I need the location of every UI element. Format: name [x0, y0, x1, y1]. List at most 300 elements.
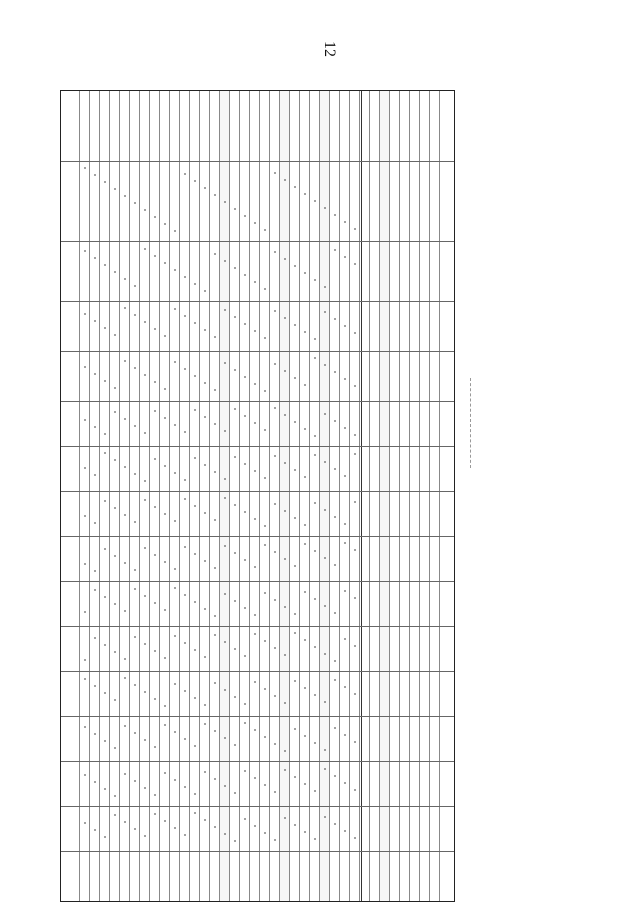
cell-text-mark — [294, 421, 296, 423]
table-column-divider — [61, 851, 454, 852]
table-row-divider — [269, 91, 270, 901]
cell-text-mark — [194, 812, 196, 814]
table-column-divider — [61, 301, 454, 302]
cell-text-mark — [244, 722, 246, 724]
table-column-divider — [61, 491, 454, 492]
cell-text-mark — [84, 659, 86, 661]
cell-text-mark — [284, 558, 286, 560]
cell-text-mark — [314, 598, 316, 600]
cell-text-mark — [284, 370, 286, 372]
cell-text-mark — [304, 639, 306, 641]
table-column-divider — [61, 161, 454, 162]
cell-text-mark — [304, 783, 306, 785]
cell-text-mark — [114, 555, 116, 557]
cell-text-mark — [184, 834, 186, 836]
cell-text-mark — [94, 685, 96, 687]
cell-text-mark — [234, 552, 236, 554]
cell-text-mark — [274, 455, 276, 457]
cell-text-mark — [314, 279, 316, 281]
cell-text-mark — [184, 498, 186, 500]
cell-text-mark — [124, 466, 126, 468]
table-row-divider — [369, 91, 370, 901]
cell-text-mark — [344, 523, 346, 525]
cell-text-mark — [224, 430, 226, 432]
cell-text-mark — [314, 550, 316, 552]
cell-text-mark — [294, 680, 296, 682]
table-column-divider — [61, 446, 454, 447]
cell-text-mark — [204, 187, 206, 189]
cell-text-mark — [264, 390, 266, 392]
cell-text-mark — [304, 687, 306, 689]
cell-text-mark — [354, 332, 356, 334]
cell-text-mark — [324, 557, 326, 559]
table-row-divider — [99, 91, 100, 901]
subtotal-row-shading — [219, 91, 229, 901]
cell-text-mark — [204, 723, 206, 725]
cell-text-mark — [214, 778, 216, 780]
cell-text-mark — [144, 480, 146, 482]
cell-text-mark — [164, 561, 166, 563]
cell-text-mark — [174, 361, 176, 363]
cell-text-mark — [334, 679, 336, 681]
cell-text-mark — [294, 565, 296, 567]
cell-text-mark — [264, 592, 266, 594]
cell-text-mark — [94, 781, 96, 783]
cell-text-mark — [254, 777, 256, 779]
cell-text-mark — [344, 686, 346, 688]
cell-text-mark — [164, 513, 166, 515]
cell-text-mark — [254, 633, 256, 635]
cell-text-mark — [134, 425, 136, 427]
cell-text-mark — [254, 566, 256, 568]
cell-text-mark — [114, 747, 116, 749]
cell-text-mark — [84, 250, 86, 252]
cell-text-mark — [244, 703, 246, 705]
cell-text-mark — [94, 637, 96, 639]
cell-text-mark — [224, 260, 226, 262]
cell-text-mark — [284, 317, 286, 319]
cell-text-mark — [134, 732, 136, 734]
cell-text-mark — [154, 410, 156, 412]
cell-text-mark — [184, 546, 186, 548]
cell-text-mark — [174, 308, 176, 310]
cell-text-mark — [194, 322, 196, 324]
cell-text-mark — [254, 729, 256, 731]
cell-text-mark — [104, 500, 106, 502]
cell-text-mark — [314, 338, 316, 340]
cell-text-mark — [124, 418, 126, 420]
cell-text-mark — [304, 543, 306, 545]
table-column-divider — [61, 806, 454, 807]
cell-text-mark — [134, 285, 136, 287]
cell-text-mark — [134, 473, 136, 475]
cell-text-mark — [334, 612, 336, 614]
cell-text-mark — [84, 726, 86, 728]
cell-text-mark — [154, 650, 156, 652]
cell-text-mark — [334, 214, 336, 216]
cell-text-mark — [204, 416, 206, 418]
cell-text-mark — [334, 823, 336, 825]
cell-text-mark — [304, 272, 306, 274]
cell-text-mark — [214, 615, 216, 617]
cell-text-mark — [354, 789, 356, 791]
cell-text-mark — [84, 774, 86, 776]
cell-text-mark — [124, 514, 126, 516]
cell-text-mark — [334, 660, 336, 662]
cell-text-mark — [354, 228, 356, 230]
cell-text-mark — [314, 790, 316, 792]
cell-text-mark — [354, 597, 356, 599]
cell-text-mark — [234, 648, 236, 650]
scanned-table-sheet — [60, 90, 455, 902]
cell-text-mark — [114, 651, 116, 653]
cell-text-mark — [164, 772, 166, 774]
cell-text-mark — [114, 387, 116, 389]
cell-text-mark — [244, 274, 246, 276]
cell-text-mark — [144, 209, 146, 211]
cell-text-mark — [134, 636, 136, 638]
cell-text-mark — [184, 431, 186, 433]
cell-text-mark — [284, 817, 286, 819]
table-row-divider — [79, 91, 80, 901]
cell-text-mark — [344, 734, 346, 736]
cell-text-mark — [154, 554, 156, 556]
cell-text-mark — [284, 606, 286, 608]
cell-text-mark — [144, 691, 146, 693]
cell-text-mark — [274, 695, 276, 697]
cell-text-mark — [184, 690, 186, 692]
table-row-divider — [359, 91, 360, 901]
cell-text-mark — [324, 768, 326, 770]
cell-text-mark — [84, 419, 86, 421]
cell-text-mark — [84, 563, 86, 565]
table-row-divider — [319, 91, 320, 901]
cell-text-mark — [104, 452, 106, 454]
cell-text-mark — [324, 461, 326, 463]
cell-text-mark — [314, 694, 316, 696]
cell-text-mark — [324, 816, 326, 818]
cell-text-mark — [294, 186, 296, 188]
cell-text-mark — [184, 479, 186, 481]
cell-text-mark — [354, 837, 356, 839]
cell-text-mark — [214, 389, 216, 391]
cell-text-mark — [174, 568, 176, 570]
cell-text-mark — [104, 692, 106, 694]
cell-text-mark — [184, 315, 186, 317]
table-row-divider — [389, 91, 390, 901]
cell-text-mark — [254, 422, 256, 424]
cell-text-mark — [154, 458, 156, 460]
cell-text-mark — [134, 828, 136, 830]
cell-text-mark — [144, 835, 146, 837]
cell-text-mark — [144, 248, 146, 250]
cell-text-mark — [334, 775, 336, 777]
subtotal-row-shading — [279, 91, 289, 901]
cell-text-mark — [344, 830, 346, 832]
cell-text-mark — [234, 369, 236, 371]
cell-text-mark — [84, 611, 86, 613]
cell-text-mark — [344, 378, 346, 380]
cell-text-mark — [194, 793, 196, 795]
cell-text-mark — [254, 518, 256, 520]
cell-text-mark — [194, 409, 196, 411]
table-row-divider — [409, 91, 410, 901]
cell-text-mark — [204, 771, 206, 773]
cell-text-mark — [224, 362, 226, 364]
cell-text-mark — [244, 559, 246, 561]
subtotal-row-shading — [319, 91, 329, 901]
cell-text-mark — [314, 646, 316, 648]
cell-text-mark — [244, 607, 246, 609]
cell-text-mark — [254, 281, 256, 283]
table-row-divider — [139, 91, 140, 901]
cell-text-mark — [294, 824, 296, 826]
table-row-divider — [219, 91, 220, 901]
cell-text-mark — [234, 696, 236, 698]
cell-text-mark — [224, 545, 226, 547]
table-row-divider — [189, 91, 190, 901]
cell-text-mark — [94, 570, 96, 572]
cell-text-mark — [274, 839, 276, 841]
cell-text-mark — [294, 632, 296, 634]
table-row-divider — [349, 91, 350, 901]
cell-text-mark — [204, 329, 206, 331]
cell-text-mark — [234, 408, 236, 410]
cell-text-mark — [344, 475, 346, 477]
cell-text-mark — [244, 323, 246, 325]
cell-text-mark — [124, 610, 126, 612]
table-row-divider — [159, 91, 160, 901]
cell-text-mark — [204, 512, 206, 514]
cell-text-mark — [264, 477, 266, 479]
table-row-divider — [239, 91, 240, 901]
cell-text-mark — [104, 644, 106, 646]
cell-text-mark — [204, 290, 206, 292]
cell-text-mark — [94, 320, 96, 322]
cell-text-mark — [284, 179, 286, 181]
cell-text-mark — [184, 276, 186, 278]
cell-text-mark — [254, 330, 256, 332]
cell-text-mark — [104, 788, 106, 790]
cell-text-mark — [174, 731, 176, 733]
cell-text-mark — [114, 188, 116, 190]
cell-text-mark — [234, 600, 236, 602]
cell-text-mark — [224, 309, 226, 311]
cell-text-mark — [94, 373, 96, 375]
subtotal-row-shading — [379, 91, 389, 901]
cell-text-mark — [304, 591, 306, 593]
cell-text-mark — [244, 376, 246, 378]
cell-text-mark — [104, 548, 106, 550]
table-row-divider — [439, 91, 440, 901]
cell-text-mark — [214, 336, 216, 338]
cell-text-mark — [344, 221, 346, 223]
table-column-divider — [61, 761, 454, 762]
cell-text-mark — [304, 524, 306, 526]
cell-text-mark — [244, 655, 246, 657]
cell-text-mark — [344, 256, 346, 258]
cell-text-mark — [354, 741, 356, 743]
cell-text-mark — [194, 375, 196, 377]
cell-text-mark — [144, 643, 146, 645]
cell-text-mark — [224, 737, 226, 739]
table-row-divider — [259, 91, 260, 901]
cell-text-mark — [214, 253, 216, 255]
cell-text-mark — [174, 779, 176, 781]
cell-text-mark — [354, 645, 356, 647]
cell-text-mark — [94, 522, 96, 524]
cell-text-mark — [254, 383, 256, 385]
cell-text-mark — [174, 472, 176, 474]
table-row-divider — [379, 91, 380, 901]
cell-text-mark — [284, 654, 286, 656]
cell-text-mark — [174, 587, 176, 589]
table-row-divider — [429, 91, 430, 901]
cell-text-mark — [114, 814, 116, 816]
cell-text-mark — [174, 520, 176, 522]
cell-text-mark — [154, 746, 156, 748]
cell-text-mark — [254, 222, 256, 224]
cell-text-mark — [154, 698, 156, 700]
table-row-divider — [119, 91, 120, 901]
cell-text-mark — [164, 465, 166, 467]
cell-text-mark — [184, 642, 186, 644]
cell-text-mark — [264, 736, 266, 738]
cell-text-mark — [194, 505, 196, 507]
cell-text-mark — [194, 649, 196, 651]
cell-text-mark — [184, 738, 186, 740]
cell-text-mark — [84, 822, 86, 824]
cell-text-mark — [334, 468, 336, 470]
cell-text-mark — [144, 321, 146, 323]
cell-text-mark — [334, 516, 336, 518]
cell-text-mark — [124, 307, 126, 309]
cell-text-mark — [264, 832, 266, 834]
cell-text-mark — [164, 223, 166, 225]
cell-text-mark — [224, 689, 226, 691]
cell-text-mark — [154, 813, 156, 815]
cell-text-mark — [204, 464, 206, 466]
cell-text-mark — [184, 173, 186, 175]
cell-text-mark — [154, 506, 156, 508]
cell-text-mark — [214, 634, 216, 636]
cell-text-mark — [294, 324, 296, 326]
cell-text-mark — [134, 521, 136, 523]
cell-text-mark — [234, 208, 236, 210]
cell-text-mark — [244, 770, 246, 772]
cell-text-mark — [264, 429, 266, 431]
cell-text-mark — [334, 371, 336, 373]
cell-text-mark — [254, 470, 256, 472]
cell-text-mark — [344, 325, 346, 327]
cell-text-mark — [354, 453, 356, 455]
cell-text-mark — [284, 702, 286, 704]
cell-text-mark — [134, 569, 136, 571]
cell-text-mark — [194, 553, 196, 555]
cell-text-mark — [244, 415, 246, 417]
cell-text-mark — [274, 599, 276, 601]
cell-text-mark — [324, 605, 326, 607]
cell-text-mark — [314, 838, 316, 840]
cell-text-mark — [124, 195, 126, 197]
cell-text-mark — [294, 776, 296, 778]
cell-text-mark — [164, 335, 166, 337]
cell-text-mark — [124, 658, 126, 660]
cell-text-mark — [354, 385, 356, 387]
cell-text-mark — [314, 200, 316, 202]
cell-text-mark — [274, 172, 276, 174]
cell-text-mark — [214, 194, 216, 196]
cell-text-mark — [214, 519, 216, 521]
cell-text-mark — [294, 377, 296, 379]
table-row-divider — [199, 91, 200, 901]
cell-text-mark — [284, 414, 286, 416]
cell-text-mark — [294, 613, 296, 615]
cell-text-mark — [324, 311, 326, 313]
table-row-divider — [169, 91, 170, 901]
cell-text-mark — [184, 786, 186, 788]
cell-text-mark — [154, 328, 156, 330]
table-row-divider — [229, 91, 230, 901]
cell-text-mark — [344, 782, 346, 784]
cell-text-mark — [264, 784, 266, 786]
cell-text-mark — [94, 733, 96, 735]
cell-text-mark — [164, 705, 166, 707]
cell-text-mark — [234, 316, 236, 318]
header-divider — [361, 91, 362, 901]
cell-text-mark — [274, 407, 276, 409]
table-row-divider — [329, 91, 330, 901]
cell-text-mark — [264, 229, 266, 231]
cell-text-mark — [344, 542, 346, 544]
cell-text-mark — [194, 457, 196, 459]
table-row-divider — [89, 91, 90, 901]
cell-text-mark — [304, 735, 306, 737]
cell-text-mark — [164, 724, 166, 726]
cell-text-mark — [304, 831, 306, 833]
cell-text-mark — [164, 820, 166, 822]
cell-text-mark — [184, 368, 186, 370]
cell-text-mark — [334, 420, 336, 422]
cell-text-mark — [104, 433, 106, 435]
cell-text-mark — [264, 544, 266, 546]
cell-text-mark — [324, 413, 326, 415]
cell-text-mark — [114, 271, 116, 273]
cell-text-mark — [294, 728, 296, 730]
cell-text-mark — [94, 257, 96, 259]
cell-text-mark — [264, 688, 266, 690]
cell-text-mark — [234, 504, 236, 506]
cell-text-mark — [104, 836, 106, 838]
cell-text-mark — [174, 635, 176, 637]
cell-text-mark — [154, 381, 156, 383]
cell-text-mark — [104, 264, 106, 266]
cell-text-mark — [284, 258, 286, 260]
cell-text-mark — [124, 360, 126, 362]
table-row-divider — [309, 91, 310, 901]
cell-text-mark — [124, 278, 126, 280]
cell-text-mark — [214, 423, 216, 425]
table-row-divider — [399, 91, 400, 901]
cell-text-mark — [354, 693, 356, 695]
cell-text-mark — [334, 249, 336, 251]
cell-text-mark — [164, 262, 166, 264]
cell-text-mark — [114, 334, 116, 336]
cell-text-mark — [314, 502, 316, 504]
cell-text-mark — [124, 821, 126, 823]
cell-text-mark — [164, 417, 166, 419]
table-row-divider — [299, 91, 300, 901]
